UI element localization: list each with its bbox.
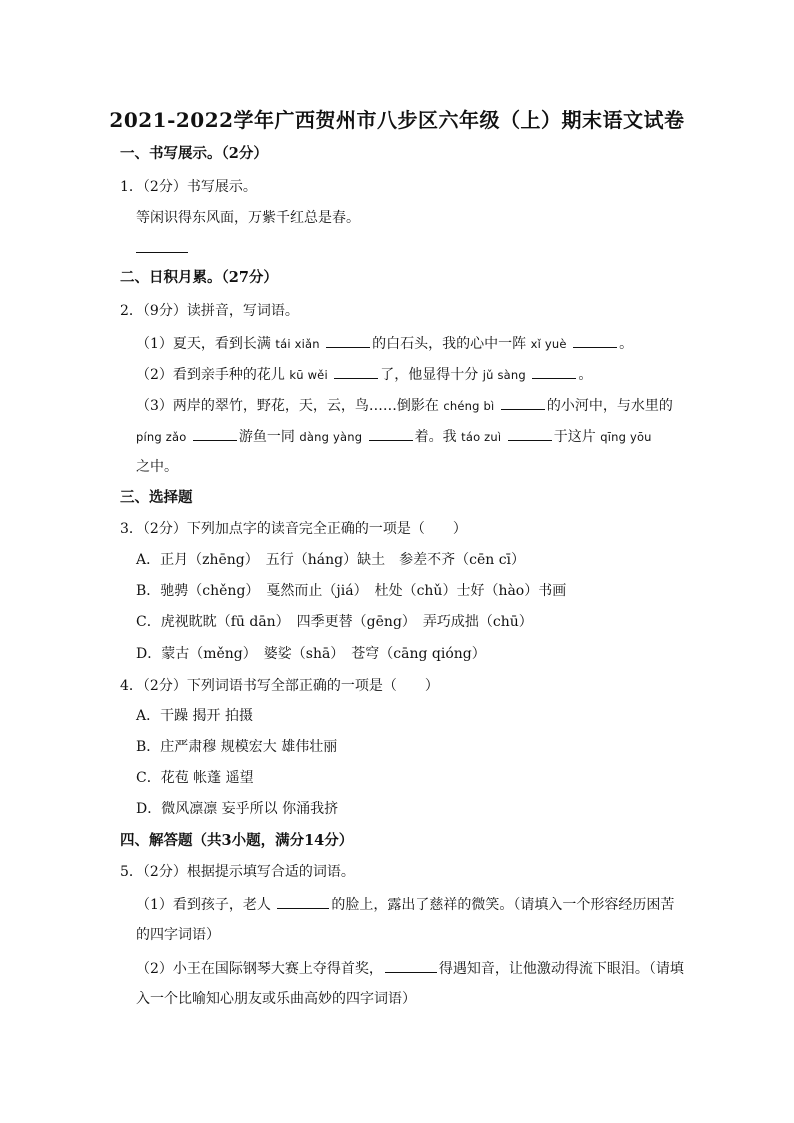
pinyin: xǐ yuè: [530, 337, 567, 351]
blank: [369, 426, 413, 441]
blank: [508, 426, 552, 441]
text-segment: 的小河中，与水里的: [546, 398, 673, 414]
section-heading-3: 三、选择题: [120, 489, 193, 506]
question-4-option-a: A．干躁 揭开 拍摄: [136, 708, 254, 724]
blank: [532, 364, 576, 379]
text-segment: 。: [578, 367, 593, 383]
question-1-text: 等闲识得东风面，万紫千红总是春。: [136, 210, 360, 226]
question-3-option-b: B．驰骋（chěng） 戛然而止（jiá） 杜处（chǔ）士好（hào）书画: [136, 583, 567, 599]
blank: [326, 333, 370, 348]
question-4-option-b: B．庄严肃穆 规模宏大 雄伟壮丽: [136, 739, 338, 755]
text-segment: 于这片: [553, 429, 601, 445]
blank: [277, 894, 329, 909]
question-2-part-2: [136, 364, 592, 385]
text-segment: 的白石头，我的心中一阵: [372, 336, 531, 352]
question-2-part-3: [136, 395, 673, 416]
question-3-option-d: D．蒙古（měng） 婆娑（shā） 苍穹（cāng qióng）: [136, 646, 486, 662]
pinyin: dàng yàng: [299, 430, 363, 444]
question-5-part-1-cont: 的四字词语）: [136, 927, 220, 943]
text-segment: 游鱼一同: [238, 429, 300, 445]
question-2-part-1: [136, 333, 633, 354]
blank: [573, 333, 617, 348]
text-segment: 的脸上，露出了慈祥的微笑。（请填入一个形容经历困苦: [331, 897, 675, 913]
text-segment: （1）夏天，看到长满: [136, 336, 276, 352]
question-3-option-c: C．虎视眈眈（fū dān） 四季更替（gēng） 弄巧成拙（chū）: [136, 614, 533, 630]
section-heading-1: 一、书写展示。（2分）: [120, 145, 268, 162]
question-5-part-2: [136, 958, 684, 979]
question-3: 3．（2分）下列加点字的读音完全正确的一项是（ ）: [120, 521, 467, 537]
text-segment: 着。我: [414, 429, 462, 445]
pinyin: píng zǎo: [136, 430, 187, 444]
question-3-option-a: A．正月（zhēng） 五行（háng）缺土 参差不齐（cēn cī）: [136, 552, 526, 568]
question-2: 2．（9分）读拼音，写词语。: [120, 303, 299, 319]
text-segment: （2）小王在国际钢琴大赛上夺得首奖，: [136, 961, 383, 977]
pinyin: táo zuì: [461, 430, 502, 444]
pinyin: kū wěi: [289, 368, 328, 382]
text-segment: （1）看到孩子，老人: [136, 897, 276, 913]
pinyin: tái xiǎn: [275, 337, 320, 351]
question-5-part-1: [136, 894, 674, 915]
question-1: 1．（2分）书写展示。: [120, 179, 257, 195]
pinyin: chéng bì: [443, 399, 495, 413]
text-segment: （3）两岸的翠竹，野花，天，云，鸟……倒影在: [136, 398, 444, 414]
blank: [334, 364, 378, 379]
question-5: 5．（2分）根据提示填写合适的词语。: [120, 864, 355, 880]
question-4-option-d: D．微风凛凛 妄乎所以 你涌我挤: [136, 801, 339, 817]
question-4-option-c: C．花苞 帐蓬 遥望: [136, 770, 254, 786]
blank: [193, 426, 237, 441]
answer-line-1: [136, 252, 188, 253]
section-heading-4: 四、解答题（共3小题，满分14分）: [120, 832, 354, 849]
text-segment: 得遇知音，让他激动得流下眼泪。（请填: [438, 961, 684, 977]
page-title: 2021-2022学年广西贺州市八步区六年级（上）期末语文试卷: [109, 108, 685, 132]
question-4: 4．（2分）下列词语书写全部正确的一项是（ ）: [120, 678, 439, 694]
question-5-part-2-cont: 入一个比喻知心朋友或乐曲高妙的四字词语）: [136, 991, 416, 1007]
question-2-part-3-cont: [136, 426, 652, 447]
blank: [501, 395, 545, 410]
text-segment: 。: [619, 336, 634, 352]
section-heading-2: 二、日积月累。（27分）: [120, 269, 278, 286]
text-segment: 了，他显得十分: [380, 367, 483, 383]
blank: [385, 958, 437, 973]
text-segment: （2）看到亲手种的花儿: [136, 367, 290, 383]
question-2-part-3-end: 之中。: [136, 459, 178, 475]
pinyin: jǔ sàng: [482, 368, 526, 382]
pinyin: qīng yōu: [600, 430, 652, 444]
